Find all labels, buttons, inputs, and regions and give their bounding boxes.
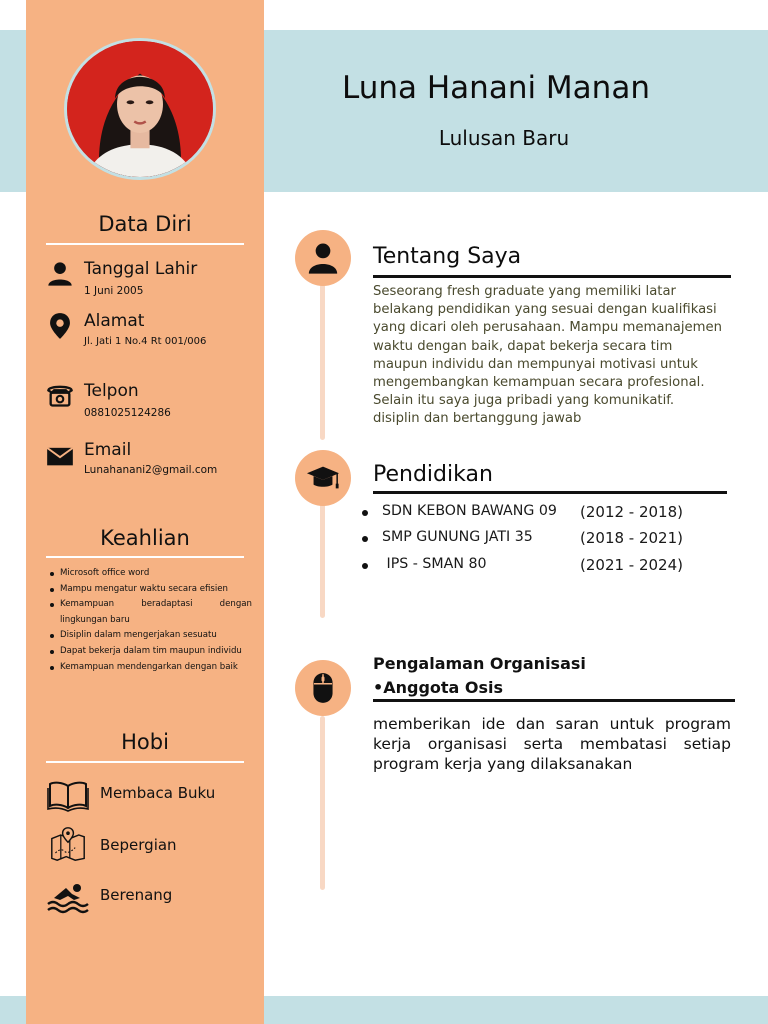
data-diri-title: Data Diri bbox=[98, 212, 192, 236]
list-item: Kemampuan beradaptasi dengan lingkungan baru bbox=[46, 597, 252, 628]
address-value: Jl. Jati 1 No.4 Rt 001/006 bbox=[84, 336, 207, 347]
list-item: Kemampuan mendengarkan dengan baik bbox=[46, 660, 252, 676]
person-icon bbox=[306, 241, 340, 275]
school-years: (2021 - 2024) bbox=[580, 556, 684, 574]
about-title: Tentang Saya bbox=[373, 244, 522, 269]
page-subtitle: Lulusan Baru bbox=[438, 126, 570, 150]
school-name: SDN KEBON BAWANG 09 bbox=[382, 503, 557, 519]
address-label: Alamat bbox=[84, 311, 145, 331]
person-icon bbox=[46, 260, 74, 288]
about-icon-badge bbox=[295, 230, 351, 286]
portrait-illustration bbox=[67, 41, 213, 177]
organization-rule bbox=[373, 699, 735, 702]
list-item: Disiplin dalam mengerjakan sesuatu bbox=[46, 628, 252, 644]
about-text: Seseorang fresh graduate yang memiliki latar belakang pendidikan yang sesuai dengan kualifikasi yang dicari oleh perusahaan. Mampu memanajemen waktu dengan baik, dapat bekerja secara tim maupun individu dan mempunyai motivasi untuk mengembangkan kemampuan secara profesional. Selain itu saya juga pribadi yang komunikatif. disiplin dan bertanggung jawab bbox=[373, 284, 722, 427]
list-item: Dapat bekerja dalam tim maupun individu bbox=[46, 644, 252, 660]
list-item: Microsoft office word bbox=[46, 566, 252, 582]
school-name: IPS - SMAN 80 bbox=[382, 556, 487, 572]
graduation-cap-icon bbox=[306, 461, 340, 495]
organization-title: Pengalaman Organisasi bbox=[373, 654, 586, 673]
education-title: Pendidikan bbox=[373, 462, 493, 487]
hobby-travel: Bepergian bbox=[100, 836, 177, 854]
bullet bbox=[362, 536, 368, 542]
envelope-icon bbox=[46, 442, 74, 470]
data-diri-rule bbox=[46, 243, 244, 245]
organization-description: memberikan ide dan saran untuk program kerja organisasi serta membatasi setiap program kerja yang dilaksanakan bbox=[373, 715, 731, 773]
hobby-reading: Membaca Buku bbox=[100, 784, 216, 802]
school-years: (2012 - 2018) bbox=[580, 503, 684, 521]
email-label: Email bbox=[84, 440, 132, 460]
school-years: (2018 - 2021) bbox=[580, 529, 684, 547]
telephone-icon bbox=[46, 381, 74, 409]
email-value: Lunahanani2@gmail.com bbox=[84, 464, 218, 476]
timeline-line bbox=[320, 716, 325, 890]
page-title: Luna Hanani Manan bbox=[342, 70, 650, 106]
phone-label: Telpon bbox=[84, 381, 139, 401]
timeline-line bbox=[320, 500, 325, 618]
map-icon bbox=[46, 826, 90, 862]
education-icon-badge bbox=[295, 450, 351, 506]
hobi-title: Hobi bbox=[121, 730, 169, 754]
keahlian-rule bbox=[46, 556, 244, 558]
hobby-swimming: Berenang bbox=[100, 886, 173, 904]
birthdate-label: Tanggal Lahir bbox=[84, 259, 198, 279]
bullet bbox=[362, 510, 368, 516]
organization-icon-badge bbox=[295, 660, 351, 716]
bullet bbox=[362, 563, 368, 569]
swimmer-icon bbox=[46, 878, 90, 914]
open-book-icon bbox=[46, 778, 90, 814]
location-pin-icon bbox=[46, 312, 74, 340]
education-rule bbox=[373, 491, 727, 494]
phone-value: 0881025124286 bbox=[84, 407, 171, 419]
organization-role: •Anggota Osis bbox=[373, 678, 504, 697]
keahlian-title: Keahlian bbox=[100, 526, 190, 550]
about-rule bbox=[373, 275, 731, 278]
birthdate-value: 1 Juni 2005 bbox=[84, 285, 144, 297]
mouse-icon bbox=[306, 671, 340, 705]
timeline-line bbox=[320, 284, 325, 440]
profile-photo bbox=[64, 38, 216, 180]
list-item: Mampu mengatur waktu secara efisien bbox=[46, 582, 252, 598]
school-name: SMP GUNUNG JATI 35 bbox=[382, 529, 533, 545]
hobi-rule bbox=[46, 761, 244, 763]
skills-list bbox=[46, 566, 252, 675]
